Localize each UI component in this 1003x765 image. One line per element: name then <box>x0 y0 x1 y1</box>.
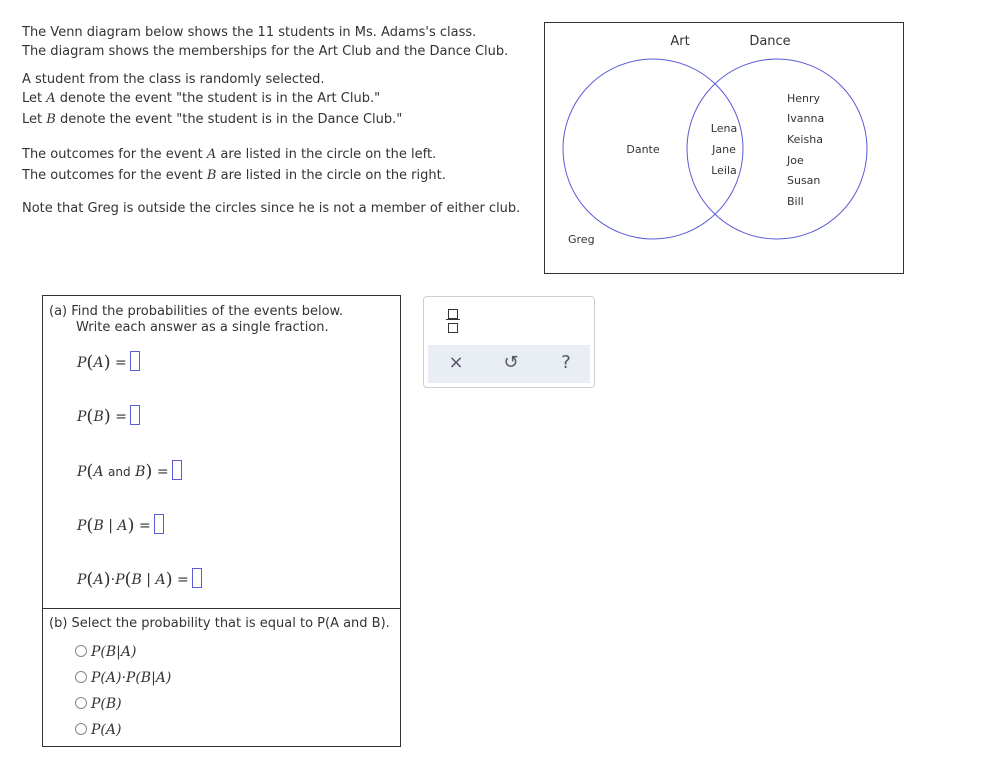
radio-icon[interactable] <box>75 671 87 683</box>
student-ivanna: Ivanna <box>787 112 825 125</box>
student-henry: Henry <box>787 92 821 105</box>
undo-button[interactable]: ↺ <box>503 352 519 373</box>
help-button[interactable]: ? <box>561 352 571 373</box>
student-keisha: Keisha <box>787 133 823 146</box>
student-leila: Leila <box>711 164 737 177</box>
clear-button[interactable]: × <box>448 352 464 373</box>
student-dante: Dante <box>626 143 660 156</box>
answer-p-b-given-a-input[interactable] <box>154 514 164 534</box>
toolbar-actions <box>428 345 590 383</box>
radio-icon[interactable] <box>75 697 87 709</box>
student-joe: Joe <box>787 154 804 167</box>
intro-line-6: The outcomes for the event A are listed in the circle on the left. <box>22 147 437 162</box>
student-greg: Greg <box>568 233 595 246</box>
math-toolbar <box>423 296 595 388</box>
question-panel <box>42 295 401 747</box>
option-p-b[interactable]: P(B) <box>75 696 122 712</box>
answer-p-a-input[interactable] <box>130 351 140 371</box>
eq-p-b: P(B) = <box>77 405 140 427</box>
eq-p-a-times-p-b-given-a: P(A)·P(B | A) = <box>77 568 202 590</box>
answer-p-b-input[interactable] <box>130 405 140 425</box>
venn-diagram <box>544 22 904 274</box>
answer-p-a-and-b-input[interactable] <box>172 460 182 480</box>
part-a-heading <box>49 304 343 336</box>
label-dance: Dance <box>749 34 791 49</box>
intro-line-1: The Venn diagram below shows the 11 students in Ms. Adams's class. <box>22 25 477 40</box>
radio-icon[interactable] <box>75 723 87 735</box>
student-bill: Bill <box>787 195 804 208</box>
part-divider <box>43 608 400 609</box>
option-p-b-given-a[interactable]: P(B|A) <box>75 644 136 660</box>
radio-icon[interactable] <box>75 645 87 657</box>
student-jane: Jane <box>712 143 736 156</box>
eq-p-b-given-a: P(B | A) = <box>77 514 164 536</box>
option-p-a-times-p-b-given-a[interactable]: P(A)·P(B|A) <box>75 670 171 686</box>
part-b-heading: (b) Select the probability that is equal to P(A and B). <box>49 616 390 631</box>
answer-product-input[interactable] <box>192 568 202 588</box>
intro-line-3: A student from the class is randomly selected. <box>22 72 325 87</box>
eq-p-a: P(A) = <box>77 351 140 373</box>
option-p-a[interactable]: P(A) <box>75 722 121 738</box>
student-lena: Lena <box>710 122 738 135</box>
fraction-button[interactable] <box>446 307 460 333</box>
eq-p-a-and-b: P(A and B) = <box>77 460 182 482</box>
student-susan: Susan <box>787 174 821 187</box>
intro-line-4: Let A denote the event "the student is in the Art Club." <box>22 91 381 106</box>
intro-line-7: The outcomes for the event B are listed in the circle on the right. <box>22 168 446 183</box>
part-a-line-2: Write each answer as a single fraction. <box>76 320 329 335</box>
intro-line-2: The diagram shows the memberships for the Art Club and the Dance Club. <box>22 44 509 59</box>
part-a-line-1: (a) Find the probabilities of the events below. <box>49 304 344 319</box>
label-art: Art <box>670 34 690 49</box>
intro-line-8: Note that Greg is outside the circles since he is not a member of either club. <box>22 201 521 216</box>
intro-line-5: Let B denote the event "the student is in the Dance Club." <box>22 112 403 127</box>
